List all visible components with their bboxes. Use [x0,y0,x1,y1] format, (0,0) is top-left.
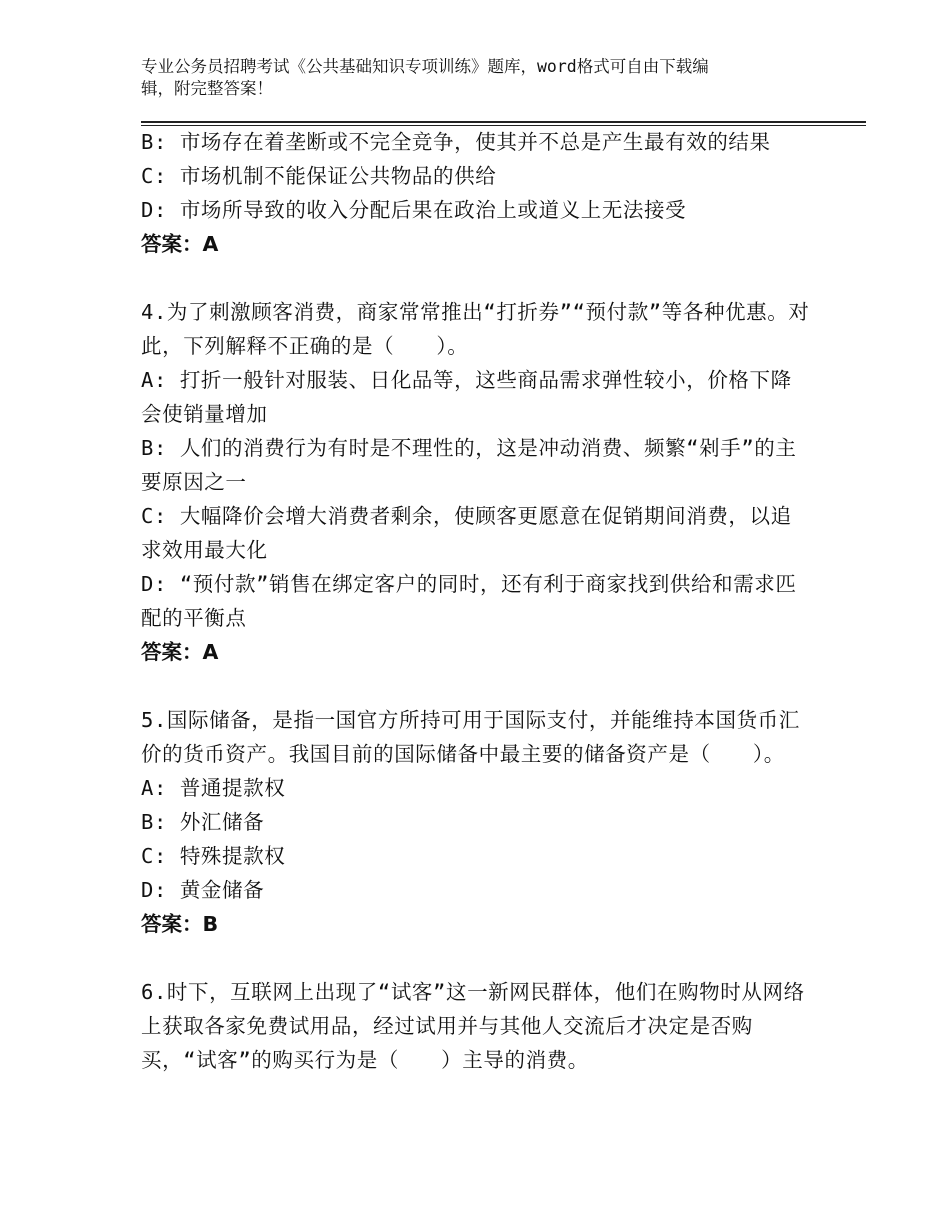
question-stem: 4.为了刺激顾客消费，商家常常推出“打折券”“预付款”等各种优惠。对此，下列解释不正确的是（ ）。 [141,300,810,358]
option-d: D: 市场所导致的收入分配后果在政治上或道义上无法接受 [141,198,687,222]
option-b: B: 人们的消费行为有时是不理性的，这是冲动消费、频繁“剁手”的主要原因之一 [141,436,797,494]
option-d: D: 黄金储备 [141,878,265,902]
question-stem: 5.国际储备，是指一国官方所持可用于国际支付，并能维持本国货币汇价的货币资产。我国目前的国际储备中最主要的储备资产是（ ）。 [141,708,800,766]
question-list [141,125,811,1077]
option-c: C: 特殊提款权 [141,844,286,868]
option-c: C: 市场机制不能保证公共物品的供给 [141,164,497,188]
answer: 答案：A [141,232,219,256]
option-d: D: “预付款”销售在绑定客户的同时，还有利于商家找到供给和需求匹配的平衡点 [141,572,797,630]
answer: 答案：A [141,640,219,664]
option-b: B: 市场存在着垄断或不完全竞争，使其并不总是产生最有效的结果 [141,130,771,154]
header-divider-thick [141,121,866,123]
option-c: C: 大幅降价会增大消费者剩余，使顾客更愿意在促销期间消费，以追求效用最大化 [141,504,792,562]
answer: 答案：B [141,912,219,936]
header-line: 辑，附完整答案！ [141,79,273,98]
header-line: 专业公务员招聘考试《公共基础知识专项训练》题库，word格式可自由下载编 [141,57,709,76]
option-b: B: 外汇储备 [141,810,265,834]
question-5 [141,703,811,941]
option-a: A: 打折一般针对服装、日化品等，这些商品需求弹性较小，价格下降会使销量增加 [141,368,792,426]
option-a: A: 普通提款权 [141,776,286,800]
question-3-tail [141,125,811,261]
question-6 [141,975,811,1077]
question-4 [141,295,811,669]
question-stem: 6.时下，互联网上出现了“试客”这一新网民群体，他们在购物时从网络上获取各家免费试用品，经过试用并与其他人交流后才决定是否购买，“试客”的购买行为是（ ）主导的消费。 [141,980,805,1072]
page-header [141,56,821,100]
